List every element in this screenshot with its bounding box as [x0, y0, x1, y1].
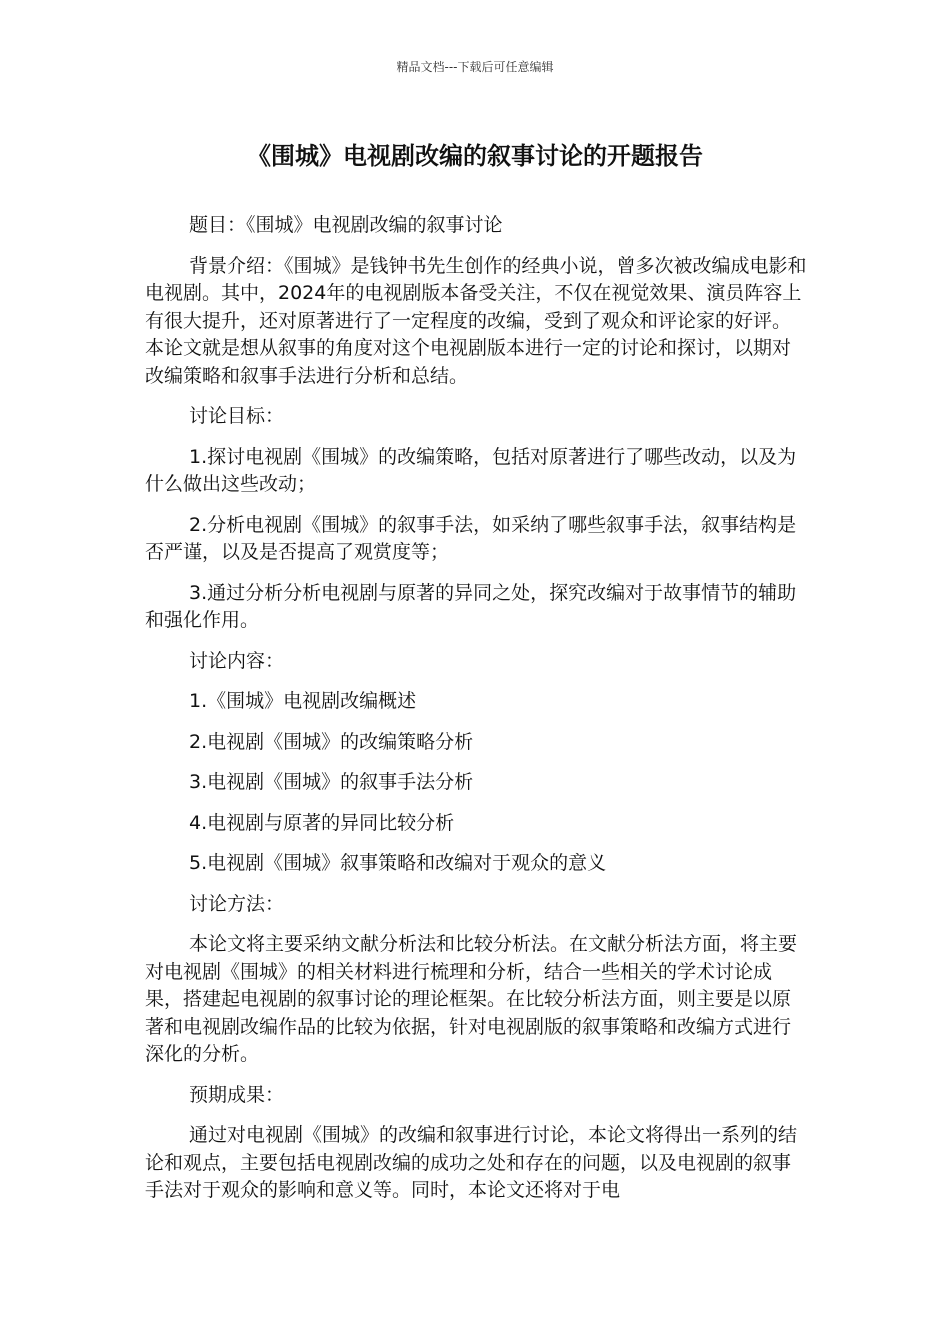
document-title: 《围城》电视剧改编的叙事讨论的开题报告 [247, 142, 703, 170]
objective-item: 2.分析电视剧《围城》的叙事手法，如采纳了哪些叙事手法，叙事结构是否严谨，以及是否提高了观赏度等； [145, 513, 797, 563]
contents-item: 5.电视剧《围城》叙事策略和改编对于观众的意义 [189, 852, 607, 874]
objective-item: 1.探讨电视剧《围城》的改编策略，包括对原著进行了哪些改动，以及为什么做出这些改动； [145, 445, 797, 495]
document-body [145, 212, 807, 1218]
contents-item: 4.电视剧与原著的异同比较分析 [189, 811, 455, 834]
results-paragraph: 通过对电视剧《围城》的改编和叙事进行讨论，本论文将得出一系列的结论和观点，主要包括电视剧改编的成功之处和存在的问题，以及电视剧的叙事手法对于观众的影响和意义等。同时，本论文还将对于电 [145, 1124, 798, 1201]
background-paragraph: 背景介绍：《围城》是钱钟书先生创作的经典小说，曾多次被改编成电影和电视剧。其中，2024年的电视剧版本备受关注，不仅在视觉效果、演员阵容上有很大提升，还对原著进行了一定程度的改编，受到了观众和评论家的好评。本论文就是想从叙事的角度对这个电视剧版本进行一定的讨论和探讨，以期对改编策略和叙事手法进行分析和总结。 [145, 254, 807, 387]
contents-item: 1.《围城》电视剧改编概述 [189, 690, 417, 712]
methods-heading: 讨论方法： [189, 892, 285, 915]
methods-paragraph: 本论文将主要采纳文献分析法和比较分析法。在文献分析法方面，将主要对电视剧《围城》的相关材料进行梳理和分析，结合一些相关的学术讨论成果，搭建起电视剧的叙事讨论的理论框架。在比较分析法方面，则主要是以原著和电视剧改编作品的比较为依据，针对电视剧版的叙事策略和改编方式进行深化的分析。 [145, 933, 798, 1065]
objective-item: 3.通过分析分析电视剧与原著的异同之处，探究改编对于故事情节的辅助和强化作用。 [145, 581, 797, 631]
contents-item: 2.电视剧《围城》的改编策略分析 [189, 730, 474, 753]
contents-heading: 讨论内容： [189, 649, 285, 672]
page-header-note: 精品文档---下载后可任意编辑 [396, 60, 554, 74]
contents-item: 3.电视剧《围城》的叙事手法分析 [189, 771, 474, 793]
objectives-heading: 讨论目标： [189, 405, 285, 427]
topic-paragraph: 题目：《围城》电视剧改编的叙事讨论 [189, 214, 503, 236]
results-heading: 预期成果： [189, 1083, 285, 1106]
